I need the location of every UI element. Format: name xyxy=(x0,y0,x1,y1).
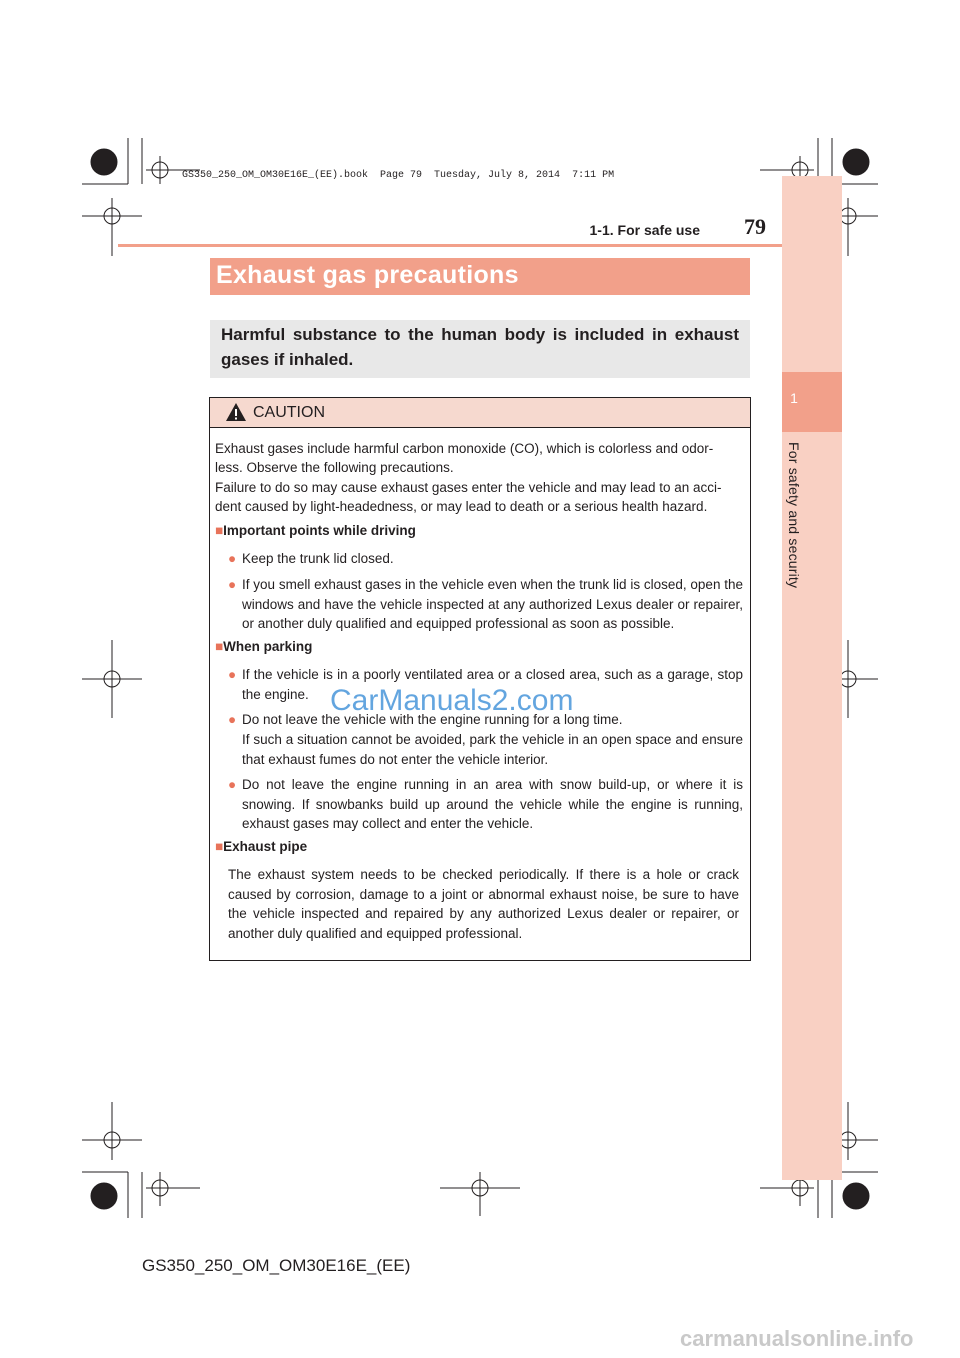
heading-text: When parking xyxy=(223,639,313,654)
page-title: Exhaust gas precautions xyxy=(216,261,519,289)
section-heading-pipe xyxy=(215,839,307,854)
round-bullet-icon: ● xyxy=(228,577,237,592)
bullet-text: If the vehicle is in a poorly ventilated area or a closed area, such as a garage, stop the engine. xyxy=(242,667,743,702)
caution-para-1-line-2: less. Observe the following precautions. xyxy=(215,460,454,475)
section-heading-parking xyxy=(215,639,312,654)
caution-para-2-line-2: dent caused by light-headedness, or may lead to death or a serious health hazard. xyxy=(215,499,708,514)
caution-para-1-line-1: Exhaust gases include harmful carbon monoxide (CO), which is colorless and odor- xyxy=(215,441,714,456)
round-bullet-icon: ● xyxy=(228,667,237,682)
heading-text: Important points while driving xyxy=(223,523,416,538)
warning-triangle-icon xyxy=(225,402,247,422)
round-bullet-icon: ● xyxy=(228,551,237,566)
round-bullet-icon: ● xyxy=(228,712,237,727)
square-bullet-icon: ■ xyxy=(215,639,224,654)
book-meta-line: GS350_250_OM_OM30E16E_(EE).book Page 79 Tuesday, July 8, 2014 7:11 PM xyxy=(182,170,615,181)
bottom-logo: carmanualsonline.info xyxy=(680,1326,914,1351)
bullet-item xyxy=(228,549,743,569)
side-tab xyxy=(782,176,842,1180)
caution-label: CAUTION xyxy=(253,404,325,421)
footer-code: GS350_250_OM_OM30E16E_(EE) xyxy=(142,1256,411,1275)
page-number: 79 xyxy=(744,214,766,239)
header-section: 1-1. For safe use xyxy=(589,222,700,238)
bullet-text: Do not leave the engine running in an area with snow build-up, or where it is snowing. If snowbanks build up around the vehicle while the engine is running, exhaust gases may collect and enter the vehicle. xyxy=(242,777,743,831)
side-tab-label: For safety and security xyxy=(786,442,802,589)
bullet-text: Do not leave the vehicle with the engine running for a long time. xyxy=(242,712,623,727)
round-bullet-icon: ● xyxy=(228,777,237,792)
square-bullet-icon: ■ xyxy=(215,523,224,538)
bullet-text: Keep the trunk lid closed. xyxy=(242,551,394,566)
section-heading-driving xyxy=(215,523,416,538)
caution-para-2-line-1: Failure to do so may cause exhaust gases enter the vehicle and may lead to an acci- xyxy=(215,480,722,495)
bullet-item xyxy=(228,575,743,634)
header-rule xyxy=(118,244,782,247)
square-bullet-icon: ■ xyxy=(215,839,224,854)
bullet-text: If you smell exhaust gases in the vehicle even when the trunk lid is closed, open the windows and have the vehicle inspected at any authorized Lexus dealer or repairer, or another duly qualified and equipped professional as soon as possible. xyxy=(242,577,743,631)
bullet-item xyxy=(228,775,743,834)
bullet-continuation: If such a situation cannot be avoided, park the vehicle in an open space and ensure that exhaust fumes do not enter the vehicle interior. xyxy=(242,732,743,767)
side-tab-number: 1 xyxy=(790,390,798,406)
heading-text: Exhaust pipe xyxy=(223,839,308,854)
watermark: CarManuals2.com xyxy=(330,684,574,717)
intro-text: Harmful substance to the human body is included in exhaust gases if inhaled. xyxy=(221,325,739,369)
pipe-text: The exhaust system needs to be checked periodically. If there is a hole or crack caused by corrosion, damage to a joint or abnormal exhaust noise, be sure to have the vehicle inspected and repaired by any authorized Lexus dealer or repairer, or another duly qualified and equipped professional. xyxy=(228,867,739,941)
